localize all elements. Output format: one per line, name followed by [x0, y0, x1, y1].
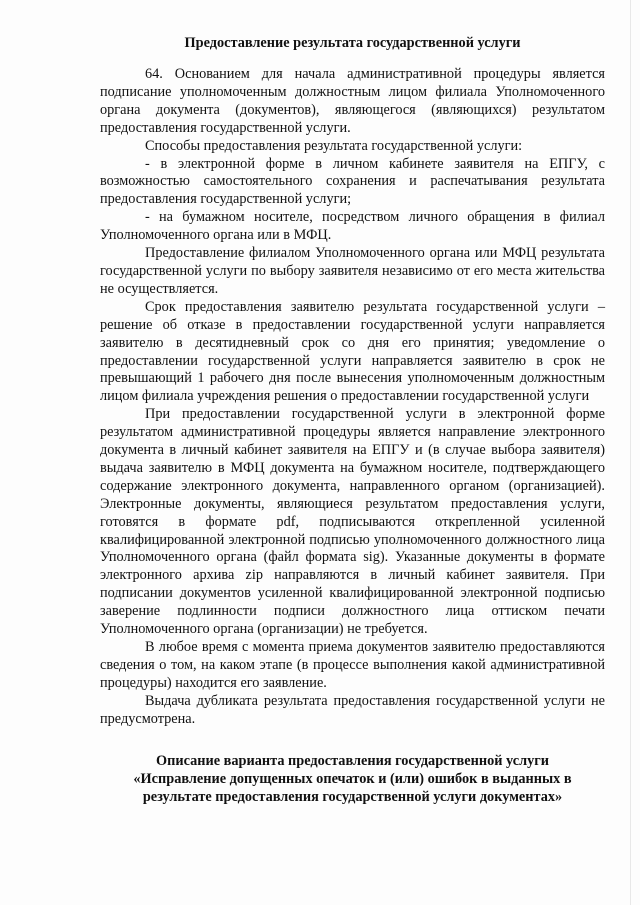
- paragraph-duplicate: Выдача дубликата результата предоставления государственной услуги не предусмотрена.: [100, 692, 605, 727]
- paragraph-basis: 64. Основанием для начала административной процедуры является подписание уполномоченным должностным лицом филиала Уполномоченного органа документа (документов), являющегося (являющихся) результатом предоставления государственной услуги.: [100, 66, 605, 136]
- paragraph-status-info: В любое время с момента приема документов заявителю предоставляются сведения о том, на каком этапе (в процессе выполнения какой административной процедуры) находится его заявление.: [100, 639, 605, 691]
- variant-heading-line-2: «Исправление допущенных опечаток и (или) ошибок в выданных в: [133, 771, 572, 787]
- variant-heading-line-1: Описание варианта предоставления государственной услуги: [156, 753, 549, 769]
- paragraph-paper: - на бумажном носителе, посредством личного обращения в филиал Уполномоченного органа или в МФЦ.: [100, 209, 605, 244]
- paragraph-electronic: - в электронной форме в личном кабинете заявителя на ЕПГУ, с возможностью самостоятельного сохранения и распечатывания результата предоставления государственной услуги;: [100, 155, 605, 208]
- variant-heading: [100, 752, 605, 806]
- paragraph-deadline: Срок предоставления заявителю результата государственной услуги – решение об отказе в предоставлении государственной услуги направляется заявителю в десятидневный срок со дня его принятия; уведомление о предоставлении государственной услуги направляется заявителю в срок не превышающий 1 рабочего дня после вынесения уполномоченным должностным лицом филиала учреждения решения о предоставлении государственной услуги: [100, 298, 605, 405]
- scan-edge: [630, 0, 631, 905]
- paragraph-electronic-result: При предоставлении государственной услуги в электронной форме результатом административной процедуры является направление электронного документа в личный кабинет заявителя на ЕПГУ и (в случае выбора заявителя) выдача заявителю в МФЦ документа на бумажном носителе, подтверждающего содержание электронного документа, направленного органом (организацией). Электронные документы, являющиеся результатом предоставления услуги, готовятся в формате pdf, подписываются открепленной усиленной квалифицированной электронной подписью уполномоченного должностного лица Уполномоченного органа (файл формата sig). Указанные документы в формате электронного архива zip направляются в личный кабинет заявителя. При подписании документов усиленной квалифицированной электронной подписью заверение подлинности подписи должностного лица оттиском печати Уполномоченного органа (организации) не требуется.: [100, 406, 605, 638]
- paragraph-residence: Предоставление филиалом Уполномоченного органа или МФЦ результата государственной услуги по выбору заявителя независимо от его места жительства не осуществляется.: [100, 245, 605, 297]
- section-title: Предоставление результата государственной услуги: [184, 35, 521, 51]
- document-body: [100, 66, 605, 729]
- variant-heading-line-3: результате предоставления государственной услуги документах»: [142, 789, 563, 805]
- paragraph-methods: Способы предоставления результата государственной услуги:: [145, 137, 523, 154]
